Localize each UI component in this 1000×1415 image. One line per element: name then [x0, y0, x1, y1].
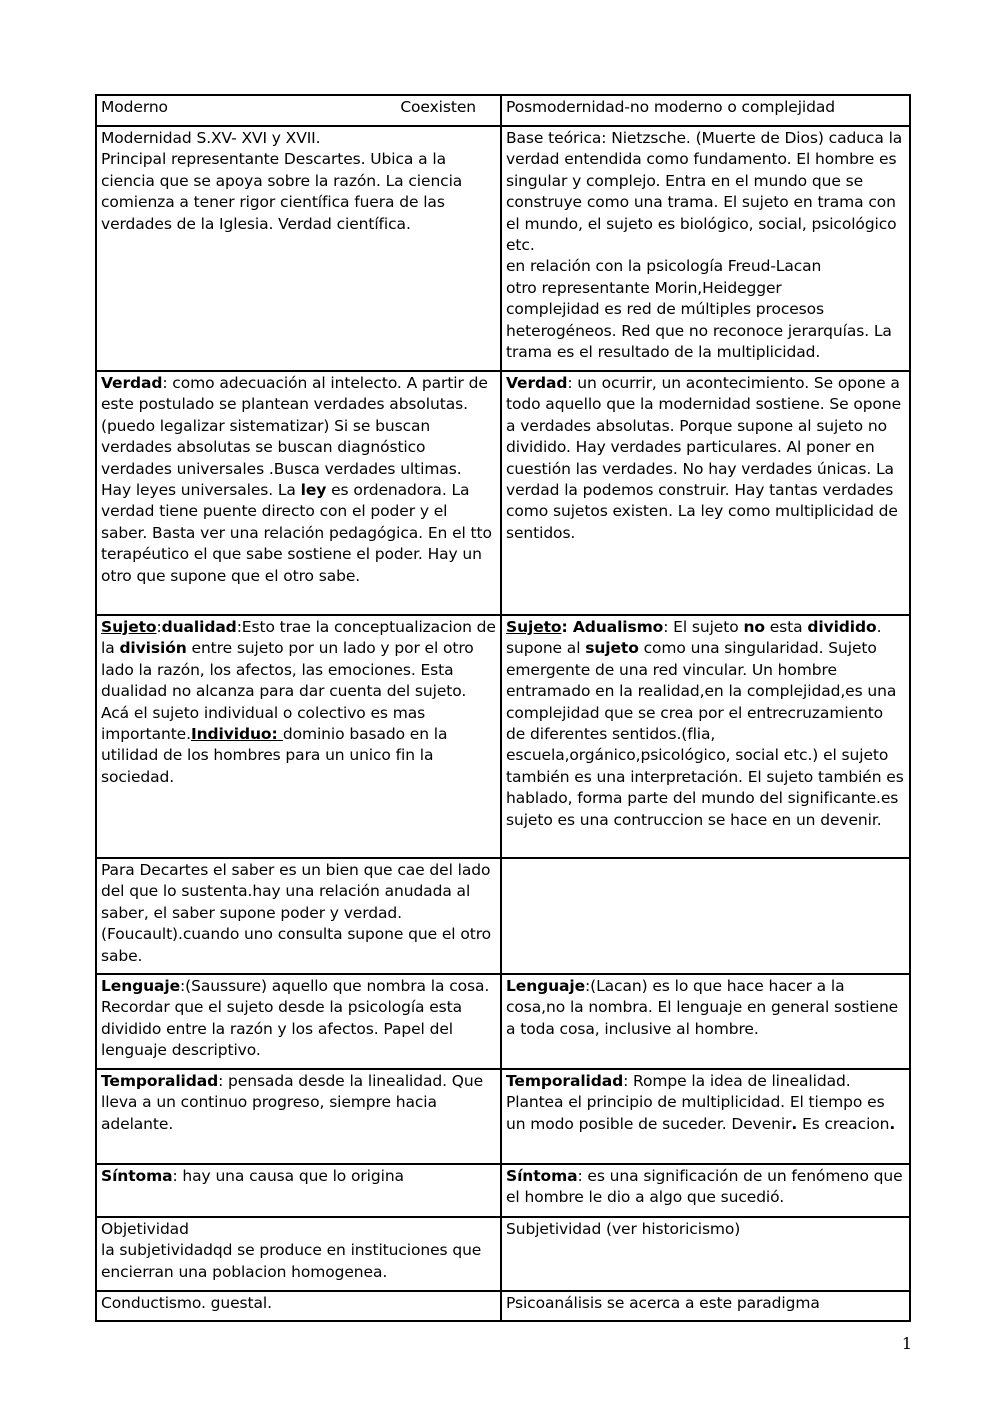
cell-base-teorica	[501, 126, 910, 371]
cell-text: : es una significación de un fenómeno que el hombre le dio a algo que sucedió.	[506, 1167, 903, 1207]
cell-text: : El sujeto	[663, 618, 744, 636]
header-left-cell	[96, 95, 501, 126]
term-period: .	[889, 1114, 896, 1133]
term-sintoma: Síntoma	[101, 1167, 173, 1185]
term-verdad: Verdad	[506, 374, 568, 392]
term-temporalidad: Temporalidad	[506, 1072, 624, 1090]
term-division: división	[119, 639, 187, 658]
cell-text: :Esto trae la conceptualizacion de la	[101, 618, 496, 658]
page-number: 1	[901, 1334, 912, 1353]
cell-text: :	[156, 618, 162, 636]
cell-text: . supone al	[506, 618, 882, 658]
cell-lenguaje-posmoderno	[501, 974, 910, 1069]
cell-sujeto-moderno	[96, 615, 501, 858]
table-row	[96, 974, 910, 1069]
cell-line: Objetividad	[101, 1220, 189, 1238]
term-sujeto-2: sujeto	[585, 639, 639, 658]
term-ley: ley	[300, 481, 327, 500]
cell-temporalidad-moderno	[96, 1069, 501, 1164]
header-coexisten: Coexisten	[400, 98, 476, 116]
cell-text: dominio basado en la utilidad de los hombres para un unico fin la sociedad.	[101, 725, 448, 786]
cell-verdad-moderno	[96, 371, 501, 615]
cell-line: otro representante Morin,Heidegger	[506, 278, 782, 297]
term-lenguaje: Lenguaje	[506, 977, 586, 995]
table-row	[96, 1164, 910, 1217]
term-verdad: Verdad	[101, 374, 163, 392]
cell-saber-descartes: Para Decartes el saber es un bien que cae del lado del que lo sustenta.hay una relación anudada al saber, el saber supone poder y verdad.(Foucault).cuando uno consulta supone que el otro sabe.	[96, 858, 501, 974]
table-header-row	[96, 95, 910, 126]
cell-line: en relación con la psicología Freud-Lacan	[506, 257, 822, 276]
cell-text: : hay una causa que lo origina	[172, 1167, 404, 1185]
term-no: no	[743, 618, 765, 636]
cell-sintoma-moderno	[96, 1164, 501, 1217]
table-row	[96, 1217, 910, 1291]
cell-conductismo: Conductismo. guestal.	[96, 1291, 501, 1321]
cell-psicoanalisis: Psicoanálisis se acerca a este paradigma	[501, 1291, 910, 1321]
comparison-table	[95, 94, 911, 1322]
term-period: .	[791, 1114, 798, 1133]
table-row	[96, 858, 910, 974]
term-dualidad: dualidad	[161, 618, 237, 636]
cell-text: :(Lacan) es lo que hace hacer a la cosa,no la nombra. El lenguaje en general sostiene a toda cosa, inclusive al hombre.	[506, 977, 899, 1038]
table-row	[96, 1291, 910, 1321]
cell-verdad-posmoderno	[501, 371, 910, 615]
cell-text: entre sujeto por un lado y por el otro lado la razón, los afectos, las emociones. Esta dualidad no alcanza para dar cuenta del sujeto. Acá el sujeto individual o colectivo es mas importante.	[101, 639, 474, 744]
cell-text: : pensada desde la linealidad. Que lleva a un continuo progreso, siempre hacia adelante.	[101, 1072, 484, 1133]
cell-text: esta	[764, 618, 808, 636]
header-moderno: Moderno	[101, 98, 168, 116]
cell-modernidad	[96, 126, 501, 371]
term-adualismo: : Adualismo	[561, 618, 664, 636]
cell-text: como una singularidad. Sujeto emergente de una red vincular. Un hombre entramado en la realidad,en la complejidad,es una complejidad que se crea por el entrecruzamiento de diferentes sentidos.(flia, escuela,orgánico,psicológico, social etc.) el sujeto también es una interpretación. El sujeto también es hablado, forma parte del mundo del significante.es sujeto es una contruccion se hace en un devenir.	[506, 639, 904, 829]
table-row	[96, 615, 910, 858]
cell-text: : como adecuación al intelecto. A partir de este postulado se plantean verdades absolutas.(puedo legalizar sistematizar) Si se buscan verdades absolutas se buscan diagnóstico verdades universales .Busca verdades ultimas. Hay leyes universales. La	[101, 374, 488, 500]
cell-line: complejidad es red de múltiples procesos heterogéneos. Red que no reconoce jerarquías. La trama es el resultado de la multiplicidad.	[506, 300, 892, 362]
term-sujeto: Sujeto	[506, 618, 562, 636]
cell-line: Principal representante Descartes. Ubica a la ciencia que se apoya sobre la razón. La ciencia comienza a tener rigor científica fuera de las verdades de la Iglesia. Verdad científica.	[101, 150, 463, 233]
term-lenguaje: Lenguaje	[101, 977, 181, 995]
cell-text: : Rompe la idea de linealidad. Plantea el principio de multiplicidad. El tiempo es un modo posible de suceder. Devenir	[506, 1072, 885, 1133]
cell-objetividad	[96, 1217, 501, 1291]
cell-text: es ordenadora. La verdad tiene puente directo con el poder y el saber. Basta ver una relación pedagógica. En el tto terapéutico el que sabe sostiene el poder. Hay un otro que supone que el otro sabe.	[101, 481, 492, 585]
cell-empty	[501, 858, 910, 974]
cell-text: :(Saussure) aquello que nombra la cosa. Recordar que el sujeto desde la psicología esta dividido entre la razón y los afectos. Papel del lenguaje descriptivo.	[101, 977, 490, 1060]
term-temporalidad: Temporalidad	[101, 1072, 219, 1090]
header-right-cell: Posmodernidad-no moderno o complejidad	[501, 95, 910, 126]
cell-subjetividad: Subjetividad (ver historicismo)	[501, 1217, 910, 1291]
cell-temporalidad-posmoderno	[501, 1069, 910, 1164]
cell-line: Modernidad S.XV- XVI y XVII.	[101, 129, 321, 147]
term-dividido: dividido	[807, 618, 877, 636]
table-row	[96, 1069, 910, 1164]
cell-sujeto-posmoderno	[501, 615, 910, 858]
cell-text: Es creacion	[797, 1114, 890, 1133]
term-sujeto: Sujeto	[101, 618, 157, 636]
table-row	[96, 126, 910, 371]
cell-lenguaje-moderno	[96, 974, 501, 1069]
cell-line: la subjetividadqd se produce en instituciones que encierran una poblacion homogenea.	[101, 1241, 482, 1281]
cell-sintoma-posmoderno	[501, 1164, 910, 1217]
cell-line: Base teórica: Nietzsche. (Muerte de Dios) caduca la verdad entendida como fundamento. El hombre es singular y complejo. Entra en el mundo que se construye como una trama. El sujeto en trama con el mundo, el sujeto es biológico, social, psicológico etc.	[506, 129, 903, 255]
term-sintoma: Síntoma	[506, 1167, 578, 1185]
table-row	[96, 371, 910, 615]
term-individuo: Individuo:	[190, 725, 283, 744]
cell-text: : un ocurrir, un acontecimiento. Se opone a todo aquello que la modernidad sostiene. Se opone a verdades absolutas. Porque supone al sujeto no dividido. Hay verdades particulares. Al poner en cuestión las verdades. No hay verdades únicas. La verdad la podemos construir. Hay tantas verdades como sujetos existen. La ley como multiplicidad de sentidos.	[506, 374, 902, 542]
